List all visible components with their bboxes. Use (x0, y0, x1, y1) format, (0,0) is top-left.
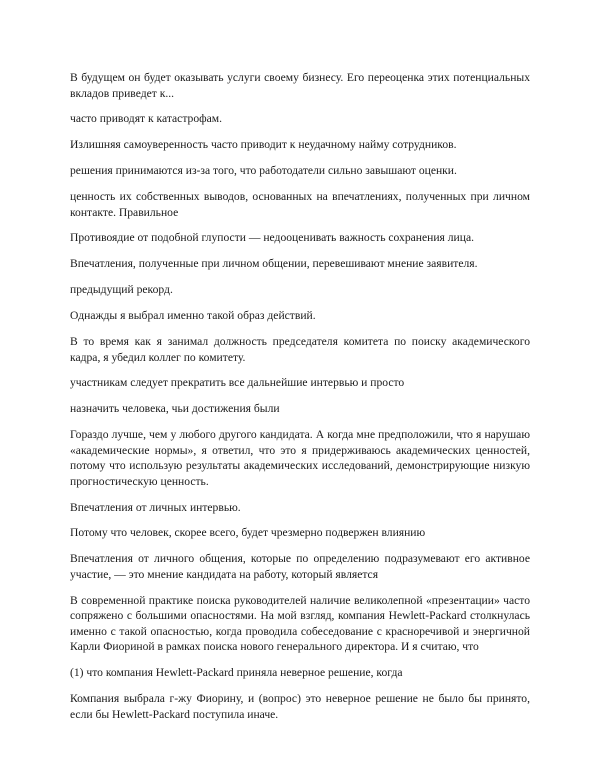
paragraph-7: Впечатления, полученные при личном общении, перевешивают мнение заявителя. (70, 257, 478, 271)
paragraph-15: Потому что человек, скорее всего, будет чрезмерно подвержен влиянию (70, 526, 426, 540)
paragraph-8: предыдущий рекорд. (70, 283, 173, 297)
paragraph-12: назначить человека, чьи достижения были (70, 402, 280, 416)
paragraph-3: Излишняя самоуверенность часто приводит к неудачному найму сотрудников. (70, 138, 457, 152)
paragraph-2: часто приводят к катастрофам. (70, 112, 223, 126)
paragraph-13: Гораздо лучше, чем у любого другого кандидата. А когда мне предположили, что я нарушаю «академические нормы», я ответил, что это я придерживаюсь академических ценностей, потому что использую результаты академических исследований, демонстрирующие низкую прогностическую ценность. (70, 428, 530, 488)
paragraph-14: Впечатления от личных интервью. (70, 500, 241, 514)
paragraph-16: Впечатления от личного общения, которые по определению подразумевают его активное участие, — это мнение кандидата на работу, который является (70, 552, 530, 581)
paragraph-9: Однажды я выбрал именно такой образ действий. (70, 309, 316, 323)
paragraph-10: В то время как я занимал должность председателя комитета по поиску академического кадра, я убедил коллег по комитету. (70, 335, 530, 364)
paragraph-1: В будущем он будет оказывать услуги своему бизнесу. Его переоценка этих потенциальных вкладов приведет к... (70, 71, 530, 100)
paragraph-18: (1) что компания Hewlett-Packard приняла неверное решение, когда (70, 666, 403, 680)
paragraph-19: Компания выбрала г-жу Фиорину, и (вопрос) это неверное решение не было бы принято, если бы Hewlett-Packard поступила иначе. (70, 692, 530, 721)
paragraph-5: ценность их собственных выводов, основанных на впечатлениях, полученных при личном контакте. Правильное (70, 190, 530, 219)
paragraph-6: Противоядие от подобной глупости — недооценивать важность сохранения лица. (70, 231, 475, 245)
paragraph-17: В современной практике поиска руководителей наличие великолепной «презентации» часто сопряжено с большими опасностями. На мой взгляд, компания Hewlett-Packard столкнулась именно с такой опасностью, когда проводила собеседование с красноречивой и энергичной Карли Фиориной в рамках поиска нового генерального директора. И я считаю, что (70, 593, 530, 654)
paragraph-11: участникам следует прекратить все дальнейшие интервью и просто (70, 376, 405, 390)
paragraph-4: решения принимаются из-за того, что работодатели сильно завышают оценки. (70, 164, 457, 178)
document-page (70, 70, 530, 732)
